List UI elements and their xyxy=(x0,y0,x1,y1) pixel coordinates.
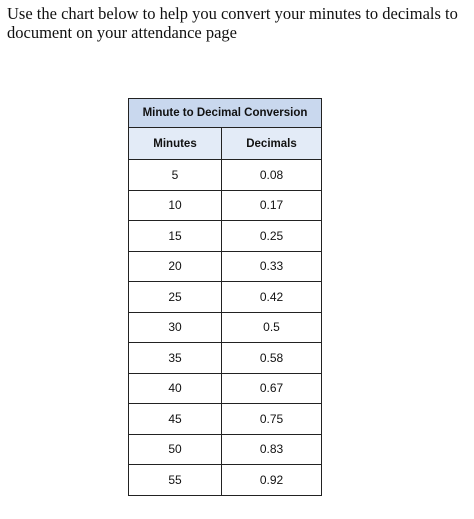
minutes-cell: 25 xyxy=(129,282,222,313)
decimal-cell: 0.17 xyxy=(222,190,322,221)
decimal-cell: 0.75 xyxy=(222,404,322,435)
column-header-minutes: Minutes xyxy=(129,128,222,160)
table-row xyxy=(129,343,322,374)
table-row xyxy=(129,465,322,496)
decimal-cell: 0.42 xyxy=(222,282,322,313)
decimal-cell: 0.25 xyxy=(222,221,322,252)
table-row xyxy=(129,160,322,191)
decimal-cell: 0.08 xyxy=(222,160,322,191)
table-row xyxy=(129,221,322,252)
minutes-cell: 35 xyxy=(129,343,222,374)
minutes-cell: 55 xyxy=(129,465,222,496)
minutes-cell: 10 xyxy=(129,190,222,221)
table-row xyxy=(129,404,322,435)
minutes-cell: 40 xyxy=(129,373,222,404)
table-body xyxy=(129,160,322,496)
intro-line-1: Use the chart below to help you convert your minutes to decimals to xyxy=(7,4,458,23)
minutes-cell: 20 xyxy=(129,251,222,282)
minutes-cell: 30 xyxy=(129,312,222,343)
minutes-cell: 45 xyxy=(129,404,222,435)
table-title-row xyxy=(129,99,322,128)
table-row xyxy=(129,312,322,343)
decimal-cell: 0.5 xyxy=(222,312,322,343)
decimal-cell: 0.92 xyxy=(222,465,322,496)
conversion-table xyxy=(128,98,322,496)
table-row xyxy=(129,434,322,465)
table-row xyxy=(129,190,322,221)
decimal-cell: 0.83 xyxy=(222,434,322,465)
table-header-row xyxy=(129,128,322,160)
column-header-decimals: Decimals xyxy=(222,128,322,160)
table-row xyxy=(129,251,322,282)
minutes-cell: 15 xyxy=(129,221,222,252)
decimal-cell: 0.67 xyxy=(222,373,322,404)
intro-text xyxy=(7,4,473,42)
decimal-cell: 0.33 xyxy=(222,251,322,282)
minutes-cell: 50 xyxy=(129,434,222,465)
table-row xyxy=(129,282,322,313)
table-title: Minute to Decimal Conversion xyxy=(129,99,322,128)
table-row xyxy=(129,373,322,404)
decimal-cell: 0.58 xyxy=(222,343,322,374)
minutes-cell: 5 xyxy=(129,160,222,191)
intro-line-2: document on your attendance page xyxy=(7,23,237,42)
